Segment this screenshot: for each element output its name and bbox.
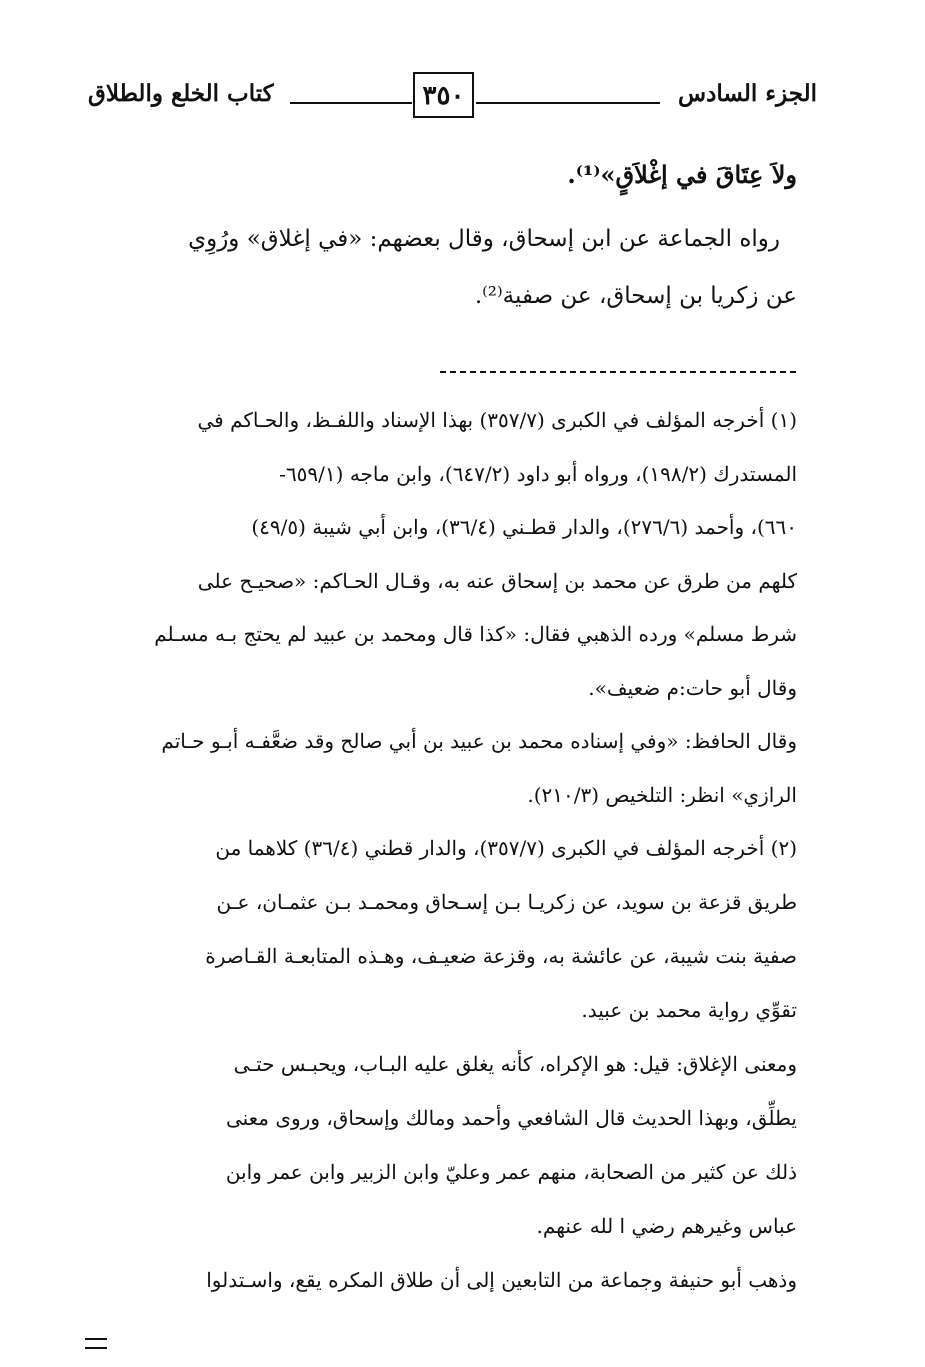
footnote-line: وقال أبو حات:م ضعيف». — [588, 676, 797, 700]
footnote-line: صفية بنت شيبة، عن عائشة به، وقزعة ضعيـف، وهـذه المتابعـة القـاصرة — [205, 944, 797, 968]
footnote-line: شرط مسلم» ورده الذهبي فقال: «كذا قال ومحمد بن عبيد لم يحتج بـه مسـلم — [154, 622, 797, 646]
body-line: عن زكريا بن إسحاق، عن صفية⁽²⁾. — [474, 283, 797, 309]
footnote-line: (٢) أخرجه المؤلف في الكبرى (٣٥٧/٧)، والدار قطني (٣٦/٤) كلاهما من — [215, 836, 797, 860]
footnote-line: تقوِّي رواية محمد بن عبيد. — [581, 998, 797, 1022]
footnote-line: وذهب أبو حنيفة وجماعة من التابعين إلى أن طلاق المكره يقع، واسـتدلوا — [206, 1268, 797, 1292]
footnote-line: ذلك عن كثير من الصحابة، منهم عمر وعليّ وابن الزبير وابن عمر وابن — [225, 1160, 797, 1184]
footnote-line: ٦٦٠)، وأحمد (٢٧٦/٦)، والدار قطـني (٣٦/٤)، وابن أبي شيبة (٤٩/٥) — [251, 515, 797, 539]
page-number: ٣٥٠ — [413, 72, 474, 118]
footnote-line: المستدرك (١٩٨/٢)، ورواه أبو داود (٦٤٧/٢)، وابن ماجه (٦٥٩/١- — [279, 462, 797, 486]
hadith-line: ولاَ عِتَاقَ في إغْلاَقٍ»⁽¹⁾. — [567, 160, 797, 189]
footnote-line: طريق قزعة بن سويد، عن زكريـا بـن إسـحاق ومحمـد بـن عثمـان، عـن — [216, 890, 797, 914]
body-line: رواه الجماعة عن ابن إسحاق، وقال بعضهم: «في إغلاق» ورُوِي — [188, 226, 780, 252]
header-volume: الجزء السادس — [678, 80, 817, 107]
footnote-line: ومعنى الإغلاق: قيل: هو الإكراه، كأنه يغلق عليه البـاب، ويحبـس حتـى — [233, 1052, 797, 1076]
continuation-mark — [85, 1338, 107, 1349]
footnote-line: وقال الحافظ: «وفي إسناده محمد بن عبيد بن أبي صالح وقد ضعَّفـه أبـو حـاتم — [161, 729, 797, 753]
footnote-separator — [440, 371, 796, 373]
footnote-line: يطلِّق، وبهذا الحديث قال الشافعي وأحمد ومالك وإسحاق، وروى معنى — [225, 1106, 797, 1130]
footnote-line: (١) أخرجه المؤلف في الكبرى (٣٥٧/٧) بهذا الإسناد واللفـظ، والحـاكم في — [197, 408, 797, 432]
header-rule-right — [476, 102, 660, 104]
header-rule-left — [290, 102, 412, 104]
footnote-line: كلهم من طرق عن محمد بن إسحاق عنه به، وقـال الحـاكم: «صحيـح على — [197, 569, 797, 593]
footnote-line: الرازي» انظر: التلخيص (٢١٠/٣). — [527, 783, 797, 807]
header-book-title: كتاب الخلع والطلاق — [88, 80, 274, 107]
footnote-line: عباس وغيرهم رضي ا لله عنهم. — [536, 1214, 797, 1238]
